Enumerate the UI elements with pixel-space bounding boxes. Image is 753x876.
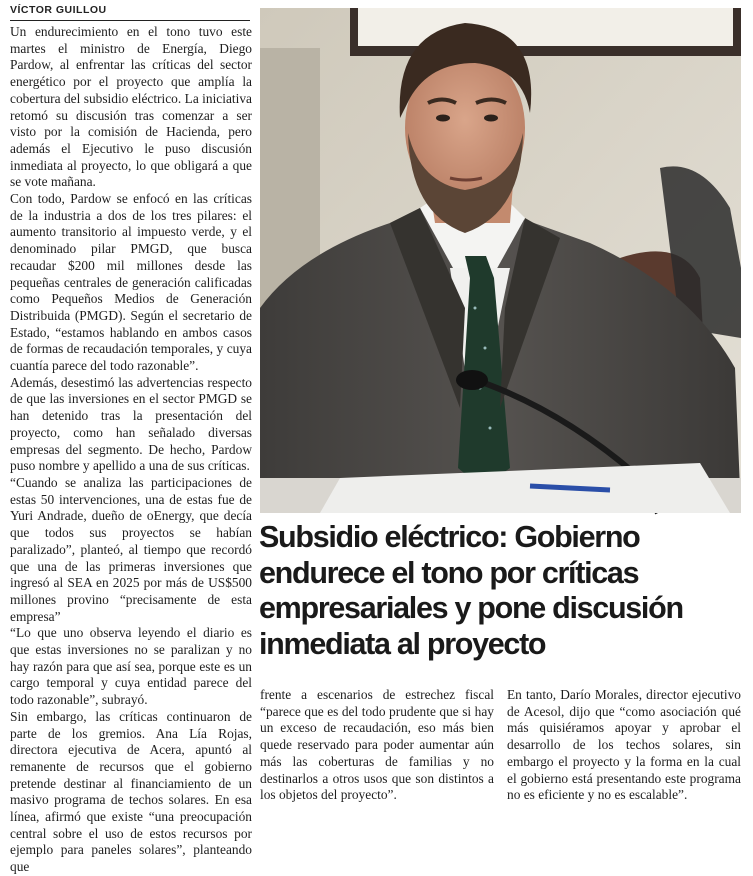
paragraph: Además, desestimó las advertencias respecto de que las inversiones en el sector PMGD se han detenido tras la presentación del proyecto, como han señalado diversas empresas del segmento. De hecho, Pardow puso nombre y apellido a una de sus críticas. bbox=[10, 374, 252, 474]
article-column-2 bbox=[260, 687, 494, 825]
paragraph: En tanto, Darío Morales, director ejecutivo de Acesol, dijo que “como asociación qué más quisiéramos apoyar y aprobar el desarrollo de los techos solares, sin embargo el proyecto y la forma en la cual el gobierno está presentando este programa no es eficiente y no es escalable”. bbox=[507, 687, 741, 803]
paragraph: Un endurecimiento en el tono tuvo este martes el ministro de Energía, Diego Pardow, al enfrentar las críticas del sector energético por el proyecto que amplía la cobertura del subsidio eléctrico. La iniciativa retomó su discusión tras comenzar a ser visto por la comisión de Hacienda, pero además el Ejecutivo le puso discusión inmediata al proyecto, lo que obligará a que se vote mañana. bbox=[10, 24, 252, 190]
paragraph: frente a escenarios de estrechez fiscal “parece que es del todo prudente que si hay un exceso de recaudación, eso más bien quede reservado para poder aumentar aún más las coberturas de familias y no destinarlos a otros usos que son distintos a los objetos del proyecto”. bbox=[260, 687, 494, 803]
paragraph: Con todo, Pardow se enfocó en las críticas de la industria a dos de los tres pilares: el aumento transitorio al impuesto verde, y el denominado pilar PMGD, que busca recaudar $200 mil millones desde las pequeñas centrales de generación calificadas como Pequeños Medios de Generación Distribuida (PMGD). Según el secretario de Estado, “estamos hablando en ambos casos de formas de recaudación temporales, y cuya cuantía parece del todo razonable”. bbox=[10, 191, 252, 374]
byline: VÍCTOR GUILLOU bbox=[10, 4, 107, 16]
article-column-1 bbox=[10, 24, 252, 875]
byline-rule bbox=[10, 20, 250, 21]
paragraph: “Lo que uno observa leyendo el diario es que estas inversiones no se paralizan y no hay razón para que así sea, porque este es un cargo temporal y cuya entidad parece del todo razonable”, subrayó. bbox=[10, 625, 252, 708]
article-column-3 bbox=[507, 687, 741, 825]
paragraph: Sin embargo, las críticas continuaron de parte de los gremios. Ana Lía Rojas, directora ejecutiva de Acera, apuntó al remanente de recursos que el gobierno pretende destinar al financiamiento de un masivo programa de techos solares. En esa línea, afirmó que existe “una preocupación central sobre el uso de estos recursos por ejemplo para paneles solares”, planteando que bbox=[10, 708, 252, 875]
headline: Subsidio eléctrico: Gobierno endurece el tono por críticas empresariales y pone discusión inmediata al proyecto bbox=[259, 520, 683, 661]
paragraph: “Cuando se analiza las participaciones de estas 50 intervenciones, una de estas fue de Yuri Andrade, dueño de oEnergy, que decía que todos sus proyectos se habían paralizado”, planteó, al tiempo que recordó que una de las primeras inversiones que ingresó al SEA en 2025 por más de US$500 millones provino “precisamente de esta empresa” bbox=[10, 474, 252, 624]
article-photo bbox=[260, 8, 741, 513]
